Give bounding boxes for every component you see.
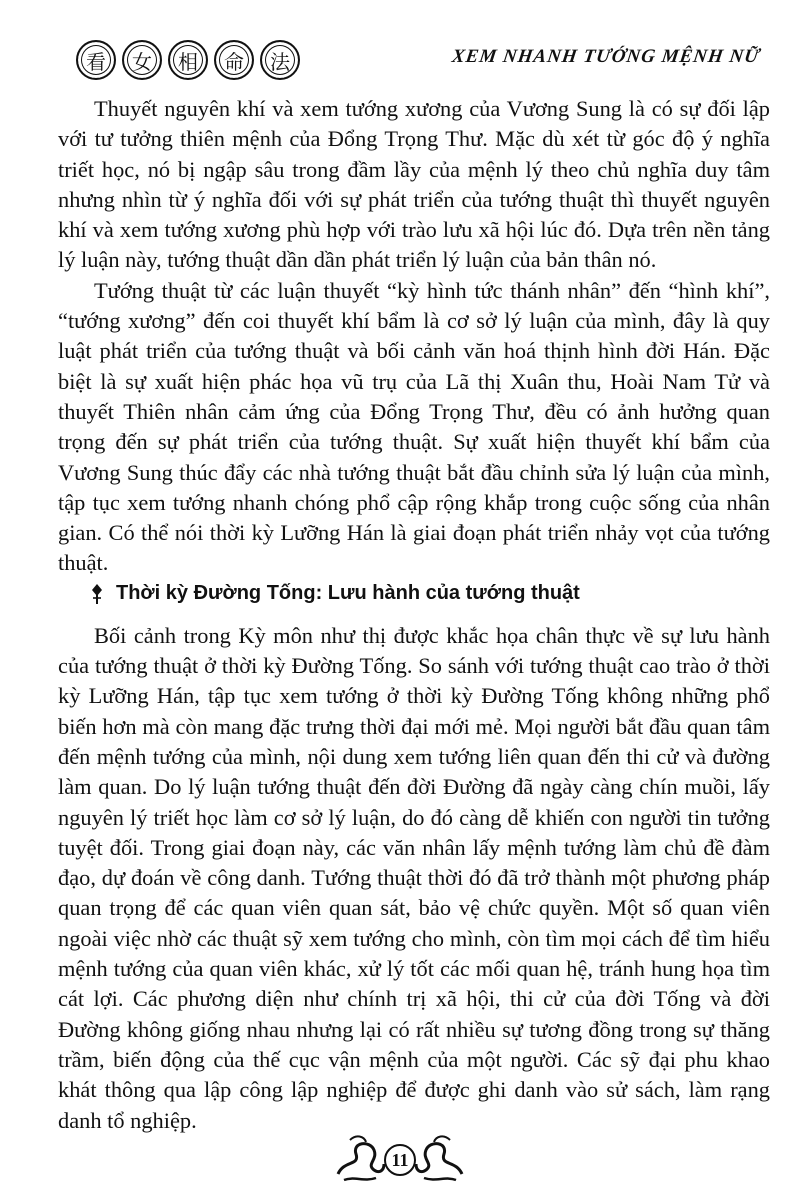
section-heading-text: Thời kỳ Đường Tống: Lưu hành của tướng thuật [116, 582, 580, 605]
section-heading [90, 579, 770, 609]
page-footer [0, 1130, 800, 1190]
seal-char: 命 [214, 40, 254, 80]
paragraph: Bối cảnh trong Kỳ môn như thị được khắc họa chân thực về sự lưu hành của tướng thuật ở thời kỳ Đường Tống. So sánh với tướng thuật cao trào ở thời kỳ Lưỡng Hán, tập tục xem tướng ở thời kỳ Đường Tống không những phổ biến hơn mà còn mang đặc trưng thời đại mới mẻ. Mọi người bắt đầu quan tâm đến mệnh tướng của mình, nội dung xem tướng liên quan đến thi cử và đường làm quan. Do lý luận tướng thuật đến đời Đường đã ngày càng chín muồi, lấy nguyên lý triết học làm cơ sở lý luận, do đó càng dễ khiến con người tin tưởng tuyệt đối. Trong giai đoạn này, các văn nhân lấy mệnh tướng làm chủ đề đàm đạo, dự đoán về công danh. Tướng thuật thời đó đã trở thành một phương pháp quan trọng để các quan viên quan sát, bảo vệ chức quyền. Một số quan viên ngoài việc nhờ các thuật sỹ xem tướng cho mình, còn tìm mọi cách để tìm hiểu mệnh tướng của quan viên khác, xử lý tốt các mối quan hệ, tránh hung họa tìm cát lợi. Các phương diện như chính trị xã hội, thi cử của đời Tống và đời Đường không giống nhau nhưng lại có rất nhiều sự tương đồng trong sự thăng trầm, biến động của thế cục vận mệnh của một người. Các sỹ đại phu khao khát thông qua lập công lập nghiệp để được ghi danh vào sử sách, làm rạng danh tổ nghiệp. [58, 622, 770, 1133]
page-number: 11 [384, 1144, 416, 1176]
seal-char: 看 [76, 40, 116, 80]
series-title: XEM NHANH TƯỚNG MỆNH NỮ [450, 46, 762, 67]
seal-row [76, 40, 300, 80]
paragraph: Thuyết nguyên khí và xem tướng xương của Vương Sung là có sự đối lập với tư tưởng thiên mệnh của Đổng Trọng Thư. Mặc dù xét từ góc độ ý nghĩa triết học, nó bị ngập sâu trong đầm lầy của mệnh lý theo chủ nghĩa duy tâm nhưng nhìn từ ý nghĩa đối với sự phát triển của tướng thuật thì thuyết nguyên khí và xem tướng xương phù hợp với trào lưu xã hội lúc đó. Dựa trên nền tảng lý luận này, tướng thuật dần dần phát triển lý luận của bản thân nó. [58, 96, 770, 273]
ornament-bullet-icon [90, 583, 104, 605]
page-header [76, 40, 760, 96]
seal-char: 法 [260, 40, 300, 80]
page-body [58, 94, 770, 1136]
seal-char: 女 [122, 40, 162, 80]
seal-char: 相 [168, 40, 208, 80]
paragraph: Tướng thuật từ các luận thuyết “kỳ hình tức thánh nhân” đến “hình khí”, “tướng xương” đến coi thuyết khí bẩm là cơ sở lý luận của mình, đây là quy luật phát triển của tướng thuật và bối cảnh văn hoá thịnh hình đời Hán. Đặc biệt là sự xuất hiện phác họa vũ trụ của Lã thị Xuân thu, Hoài Nam Tử và thuyết Thiên nhân cảm ứng của Đổng Trọng Thư, đều có ảnh hưởng quan trọng đến sự phát triển của tướng thuật. Sự xuất hiện thuyết khí bẩm của Vương Sung thúc đẩy các nhà tướng thuật bắt đầu chỉnh sửa lý luận của mình, tập tục xem tướng nhanh chóng phổ cập rộng khắp trong cuộc sống của nhân gian. Có thể nói thời kỳ Lưỡng Hán là giai đoạn phát triển nhảy vọt của tướng thuật. [58, 277, 770, 576]
